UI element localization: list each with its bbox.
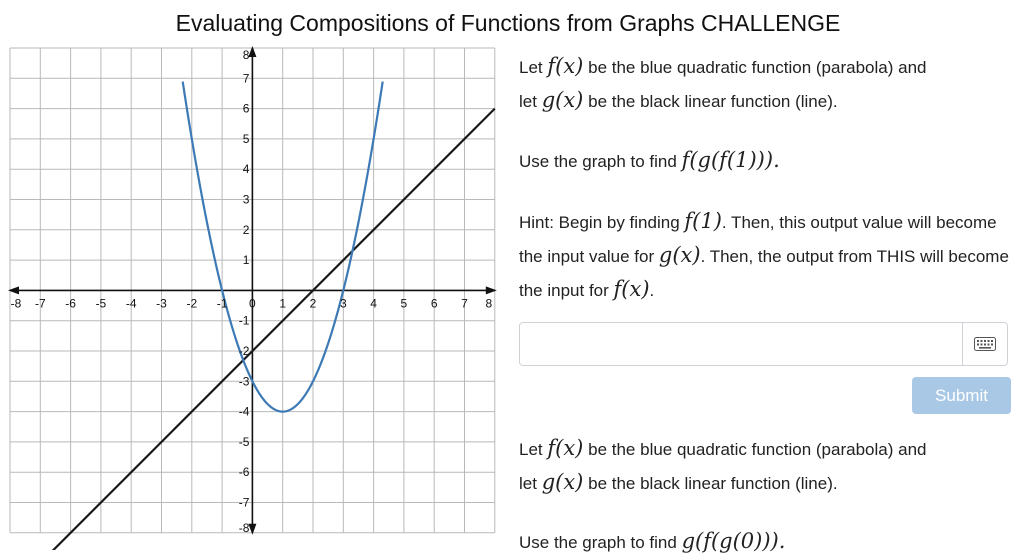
y-tick-label: -3: [238, 374, 250, 389]
y-tick-label: -5: [238, 434, 250, 449]
y-tick-label: 2: [242, 222, 250, 237]
x-tick-label: -2: [186, 296, 198, 311]
coordinate-graph: [0, 38, 500, 550]
y-tick-label: 8: [242, 48, 250, 62]
g-of-x-math: g(x): [541, 88, 584, 112]
keyboard-icon: [974, 337, 996, 351]
x-tick-label: 6: [430, 296, 438, 311]
answer-input[interactable]: [519, 322, 1008, 366]
question2-prompt: Let f(x) be the blue quadratic function (parabola) and let g(x) be the black linear function (line).: [519, 436, 927, 494]
x-tick-label: -6: [65, 296, 76, 311]
y-tick-label: -1: [238, 313, 250, 328]
x-tick-label: -8: [10, 296, 22, 311]
y-tick-label: 1: [242, 253, 250, 268]
x-tick-label: -7: [34, 296, 46, 311]
x-tick-label: -5: [95, 296, 107, 311]
x-tick-label: 5: [400, 296, 408, 311]
submit-button[interactable]: Submit: [912, 377, 1011, 414]
y-tick-label: 7: [242, 71, 250, 86]
x-tick-label: 2: [309, 296, 317, 311]
x-tick-label: -1: [216, 296, 228, 311]
f-of-x-math: f(x): [547, 54, 584, 78]
question1-prompt: Let f(x) be the blue quadratic function (parabola) and let g(x) be the black linear function (line).: [519, 54, 927, 112]
x-tick-label: -3: [156, 296, 167, 311]
page-title: Evaluating Compositions of Functions from Graphs CHALLENGE: [175, 10, 841, 36]
x-tick-label: 0: [249, 296, 256, 311]
x-tick-label: 4: [370, 296, 377, 311]
y-tick-label: 6: [242, 101, 250, 116]
y-tick-label: 3: [242, 192, 250, 207]
axes: [8, 46, 497, 535]
y-tick-label: -8: [238, 520, 250, 535]
y-tick-label: -2: [238, 344, 250, 358]
x-tick-label: -4: [125, 296, 137, 311]
y-tick-label: 4: [242, 162, 250, 177]
tick-labels: [11, 48, 493, 535]
hint-text: Hint: Begin by finding f(1). Then, this output value will become the input value for g(x). Then, the output from THIS will become the input for f(x).: [519, 209, 1009, 301]
question1-ask: Use the graph to find f(g(f(1))).: [519, 148, 780, 172]
keyboard-button[interactable]: [962, 323, 1007, 365]
x-tick-label: 7: [461, 296, 468, 311]
y-tick-label: 5: [242, 131, 250, 146]
composition-expression: f(g(f(1))).: [681, 148, 780, 172]
question2-ask: Use the graph to find g(f(g(0))).: [519, 529, 786, 553]
x-tick-label: 3: [339, 296, 347, 311]
y-tick-label: -4: [238, 404, 250, 419]
x-tick-label: 8: [485, 296, 493, 311]
y-tick-label: -6: [238, 465, 250, 480]
y-tick-label: -7: [238, 495, 250, 510]
x-tick-label: 1: [279, 296, 287, 311]
